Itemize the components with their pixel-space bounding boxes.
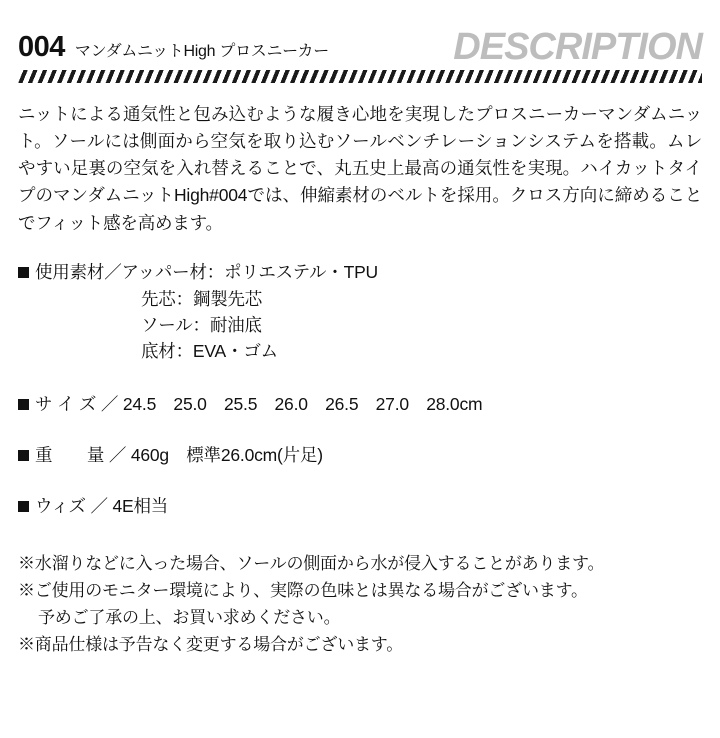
spec-subline: ソール：耐油底 [141,315,262,335]
note-line: 予めご了承の上、お買い求めください。 [38,608,341,628]
section-title: DESCRIPTION [453,26,702,68]
spec-label: ウィズ ／ 4E相当 [35,495,169,516]
header-left-group [18,33,329,64]
intro-paragraph: ニットによる通気性と包み込むような履き心地を実現したプロスニーカーマンダムニット。ソールには側面から空気を取り込むソールベンチレーションシステムを搭載。ムレやすい足裏の空気を入れ替えることで、丸五史上最高の通気性を実現。ハイカットタイプのマンダムニットHigh#004では、伸縮素材のベルトを採用。クロス方向に締めることでフィット感を高めます。 [18,104,702,233]
spec-row [18,391,702,418]
spec-row [18,442,702,469]
spec-width [18,493,702,520]
product-name: マンダムニットHigh プロスニーカー [74,43,329,60]
spec-row [18,259,702,286]
page-header [18,18,702,68]
notes-block [18,550,702,659]
spec-sizes [18,391,702,418]
bullet-square-icon [18,501,29,512]
spec-label: サ イ ズ ／ 24.5 25.0 25.5 26.0 26.5 27.0 28.0cm [35,393,483,414]
hatched-divider [18,70,702,83]
bullet-square-icon [18,450,29,461]
bullet-square-icon [18,399,29,410]
spec-materials [18,259,702,365]
spec-weight [18,442,702,469]
spec-subline: 底材：EVA・ゴム [141,341,278,362]
description-page [0,18,720,738]
note-line: ※商品仕様は予告なく変更する場合がございます。 [18,635,404,655]
note-line: ※水溜りなどに入った場合、ソールの側面から水が侵入することがあります。 [18,553,605,573]
spec-subline: 先芯：鋼製先芯 [141,288,263,309]
spec-label: 使用素材／アッパー材：ポリエステル・TPU [35,261,378,282]
spec-label: 重 量 ／ 460g 標準26.0cm(片足) [35,444,323,465]
bullet-square-icon [18,267,29,278]
product-number: 004 [18,31,65,63]
note-line: ※ご使用のモニター環境により、実際の色味とは異なる場合がございます。 [18,581,588,601]
spec-row [18,493,702,520]
